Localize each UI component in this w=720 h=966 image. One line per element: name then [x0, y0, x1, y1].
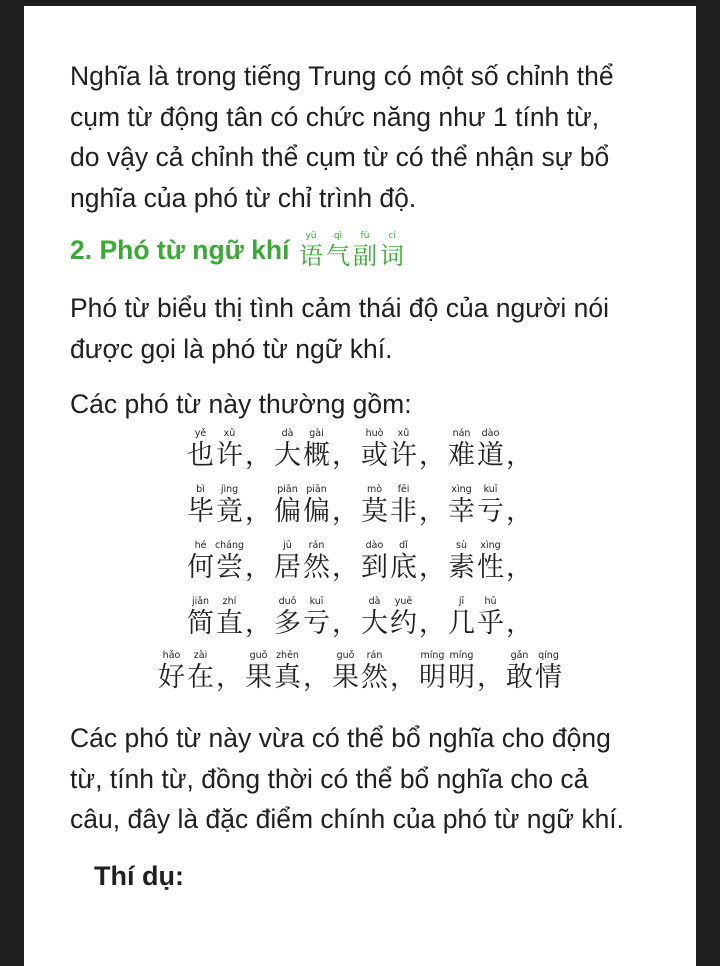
hanzi: 毕 — [187, 496, 214, 527]
hanzi: 何 — [187, 552, 214, 583]
pinyin: sù — [456, 540, 467, 551]
hanzi: 居 — [274, 552, 301, 583]
pinyin: dào — [481, 428, 500, 439]
adverb-word — [186, 428, 244, 472]
comma-separator: ， — [506, 440, 533, 471]
hanzi-cell — [186, 596, 215, 640]
hanzi-cell — [360, 596, 389, 640]
pinyin: xìng — [480, 540, 501, 551]
pinyin: yě — [194, 428, 207, 439]
comma-separator: ， — [245, 496, 272, 527]
pinyin: hǎo — [162, 650, 181, 661]
hanzi: 果 — [245, 662, 272, 693]
definition-line: được gọi là phó từ ngữ khí. — [70, 333, 393, 364]
pinyin: mò — [366, 484, 383, 495]
hanzi-cell — [389, 540, 418, 584]
comma-separator: ， — [506, 552, 533, 583]
hanzi: 偏 — [274, 496, 301, 527]
pinyin: rán — [366, 650, 383, 661]
adverb-word — [244, 650, 302, 694]
pinyin: duō — [278, 596, 297, 607]
hanzi-cell — [215, 596, 244, 640]
pinyin: zhí — [222, 596, 237, 607]
hanzi: 明 — [448, 662, 475, 693]
hanzi-cell — [534, 650, 563, 694]
adverb-word — [360, 484, 418, 528]
hanzi-cell — [302, 540, 331, 584]
hanzi: 然 — [303, 552, 330, 583]
heading-pinyin: cí — [388, 231, 396, 241]
conclusion-line: câu, đây là đặc điểm chính của phó từ ngữ khí. — [70, 804, 625, 834]
adverb-word — [360, 428, 418, 472]
hanzi: 明 — [419, 662, 446, 693]
comma-separator: ， — [332, 552, 359, 583]
hanzi-cell — [389, 484, 418, 528]
hanzi: 素 — [448, 552, 475, 583]
hanzi: 亏 — [303, 608, 330, 639]
pinyin: kuī — [309, 596, 324, 607]
hanzi: 情 — [535, 662, 562, 693]
heading-pinyin: fù — [360, 231, 370, 241]
comma-separator: ， — [332, 440, 359, 471]
comma-separator: ， — [303, 662, 330, 693]
word-row — [24, 428, 696, 472]
adverb-word — [331, 650, 389, 694]
hanzi-cell — [476, 596, 505, 640]
hanzi-cell — [447, 484, 476, 528]
hanzi-cell — [186, 540, 215, 584]
pinyin: hé — [194, 540, 207, 551]
adverb-word — [273, 484, 331, 528]
hanzi-cell — [447, 540, 476, 584]
heading-hanzi-cell — [351, 231, 378, 270]
hanzi-cell — [447, 428, 476, 472]
pinyin: zài — [193, 650, 208, 661]
hanzi: 或 — [361, 440, 388, 471]
pinyin: bì — [196, 484, 205, 495]
hanzi: 许 — [390, 440, 417, 471]
intro-line: do vậy cả chỉnh thể cụm từ có thể nhận sự bổ — [70, 142, 610, 172]
example-label: Thí dụ: — [94, 861, 184, 891]
hanzi: 简 — [187, 608, 214, 639]
hanzi: 尝 — [216, 552, 243, 583]
hanzi-cell — [447, 596, 476, 640]
hanzi-cell — [273, 596, 302, 640]
hanzi: 莫 — [361, 496, 388, 527]
pinyin: dǐ — [399, 540, 408, 551]
hanzi: 许 — [216, 440, 243, 471]
hanzi: 非 — [390, 496, 417, 527]
hanzi: 幸 — [448, 496, 475, 527]
hanzi: 乎 — [477, 608, 504, 639]
pinyin: dào — [365, 540, 384, 551]
hanzi-cell — [505, 650, 534, 694]
hanzi-cell — [215, 484, 244, 528]
hanzi: 大 — [361, 608, 388, 639]
adverb-word — [273, 428, 331, 472]
hanzi: 性 — [477, 552, 504, 583]
hanzi: 偏 — [303, 496, 330, 527]
pinyin: huò — [365, 428, 384, 439]
pinyin: guǒ — [249, 650, 268, 661]
pinyin: gǎn — [510, 650, 529, 661]
heading-pinyin: qì — [333, 231, 343, 241]
comma-separator: ， — [506, 608, 533, 639]
adverb-word — [273, 596, 331, 640]
hanzi-cell — [186, 484, 215, 528]
hanzi: 底 — [390, 552, 417, 583]
hanzi-cell — [476, 428, 505, 472]
hanzi-cell — [360, 540, 389, 584]
word-row — [24, 484, 696, 528]
hanzi: 敢 — [506, 662, 533, 693]
hanzi: 也 — [187, 440, 214, 471]
hanzi-cell — [360, 484, 389, 528]
heading-pinyin: yǔ — [305, 231, 317, 241]
pinyin: dà — [368, 596, 381, 607]
conclusion-paragraph — [70, 718, 680, 840]
comma-separator: ， — [332, 496, 359, 527]
pinyin: jìng — [220, 484, 239, 495]
hanzi: 真 — [274, 662, 301, 693]
conclusion-line: Các phó từ này vừa có thể bổ nghĩa cho động — [70, 723, 611, 753]
list-intro-text: Các phó từ này thường gồm: — [70, 389, 412, 419]
heading-hanzi: 气 — [325, 242, 350, 270]
hanzi: 难 — [448, 440, 475, 471]
comma-separator: ， — [419, 440, 446, 471]
definition-line: Phó từ biểu thị tình cảm thái độ của người nói — [70, 293, 610, 323]
word-row — [24, 650, 696, 694]
heading-hanzi-cell — [378, 231, 405, 270]
hanzi-cell — [273, 540, 302, 584]
pinyin: míng — [449, 650, 474, 661]
pinyin: hū — [484, 596, 497, 607]
adverb-word — [273, 540, 331, 584]
intro-paragraph — [70, 56, 680, 218]
hanzi-cell — [418, 650, 447, 694]
adverb-word — [505, 650, 563, 694]
pinyin: qíng — [538, 650, 559, 661]
hanzi-cell — [215, 428, 244, 472]
adverb-word — [186, 596, 244, 640]
heading-hanzi-cell — [324, 231, 351, 270]
hanzi-cell — [331, 650, 360, 694]
adverb-word — [447, 540, 505, 584]
comma-separator: ， — [419, 608, 446, 639]
pinyin: dà — [281, 428, 294, 439]
adverb-word — [418, 650, 476, 694]
comma-separator: ， — [245, 440, 272, 471]
pinyin: piān — [306, 484, 327, 495]
hanzi-cell — [186, 650, 215, 694]
pinyin: piān — [277, 484, 298, 495]
comma-separator: ， — [419, 552, 446, 583]
comma-separator: ， — [390, 662, 417, 693]
pinyin: rán — [308, 540, 325, 551]
page — [24, 6, 696, 966]
hanzi: 到 — [361, 552, 388, 583]
hanzi-cell — [476, 484, 505, 528]
hanzi-cell — [186, 428, 215, 472]
adverb-word — [186, 484, 244, 528]
hanzi-cell — [215, 540, 244, 584]
pinyin: jī — [458, 596, 465, 607]
comma-separator: ， — [419, 496, 446, 527]
hanzi-cell — [273, 428, 302, 472]
hanzi-cell — [447, 650, 476, 694]
hanzi: 好 — [158, 662, 185, 693]
comma-separator: ， — [216, 662, 243, 693]
conclusion-line: từ, tính từ, đồng thời có thể bổ nghĩa cho cả — [70, 763, 589, 794]
comma-separator: ， — [245, 552, 272, 583]
heading-hanzi: 语 — [298, 242, 323, 270]
hanzi: 道 — [477, 440, 504, 471]
comma-separator: ， — [477, 662, 504, 693]
pinyin: kuī — [483, 484, 498, 495]
intro-line: cụm từ động tân có chức năng như 1 tính từ, — [70, 101, 600, 132]
pinyin: zhēn — [276, 650, 299, 661]
hanzi-cell — [302, 484, 331, 528]
hanzi-cell — [360, 650, 389, 694]
hanzi-cell — [273, 484, 302, 528]
hanzi: 直 — [216, 608, 243, 639]
hanzi: 多 — [274, 608, 301, 639]
heading-hanzi: 词 — [379, 242, 404, 270]
hanzi: 在 — [187, 662, 214, 693]
intro-line: Nghĩa là trong tiếng Trung có một số chỉnh thể — [70, 61, 614, 91]
comma-separator: ， — [506, 496, 533, 527]
adverb-word — [157, 650, 215, 694]
hanzi: 约 — [390, 608, 417, 639]
hanzi-cell — [273, 650, 302, 694]
pinyin: xìng — [451, 484, 472, 495]
pinyin: cháng — [214, 540, 245, 551]
pinyin: míng — [420, 650, 445, 661]
heading-hanzi: 副 — [352, 242, 377, 270]
pinyin: gài — [309, 428, 324, 439]
adverb-word — [447, 596, 505, 640]
section-heading — [70, 230, 405, 270]
pinyin: yuē — [394, 596, 413, 607]
pinyin: fēi — [397, 484, 410, 495]
hanzi-cell — [476, 540, 505, 584]
hanzi-cell — [302, 596, 331, 640]
hanzi-cell — [389, 596, 418, 640]
adverb-word — [447, 484, 505, 528]
hanzi: 概 — [303, 440, 330, 471]
hanzi-cell — [157, 650, 186, 694]
pinyin: guǒ — [336, 650, 355, 661]
comma-separator: ， — [332, 608, 359, 639]
hanzi: 然 — [361, 662, 388, 693]
hanzi-cell — [302, 428, 331, 472]
list-intro — [70, 384, 680, 425]
hanzi-cell — [389, 428, 418, 472]
adverb-word — [447, 428, 505, 472]
adverb-word — [360, 540, 418, 584]
hanzi: 几 — [448, 608, 475, 639]
hanzi-cell — [360, 428, 389, 472]
pinyin: jiǎn — [191, 596, 210, 607]
word-row — [24, 540, 696, 584]
adverb-word — [186, 540, 244, 584]
word-row — [24, 596, 696, 640]
pinyin: xǔ — [223, 428, 236, 439]
hanzi: 竟 — [216, 496, 243, 527]
adverb-word — [360, 596, 418, 640]
hanzi: 大 — [274, 440, 301, 471]
section-heading-text: 2. Phó từ ngữ khí — [70, 235, 290, 265]
hanzi: 果 — [332, 662, 359, 693]
pinyin: nán — [452, 428, 471, 439]
hanzi: 亏 — [477, 496, 504, 527]
pinyin: jū — [283, 540, 292, 551]
comma-separator: ， — [245, 608, 272, 639]
heading-hanzi-cell — [297, 231, 324, 270]
definition-paragraph — [70, 288, 680, 369]
pinyin: xǔ — [397, 428, 410, 439]
intro-line: nghĩa của phó từ chỉ trình độ. — [70, 182, 417, 213]
hanzi-cell — [244, 650, 273, 694]
